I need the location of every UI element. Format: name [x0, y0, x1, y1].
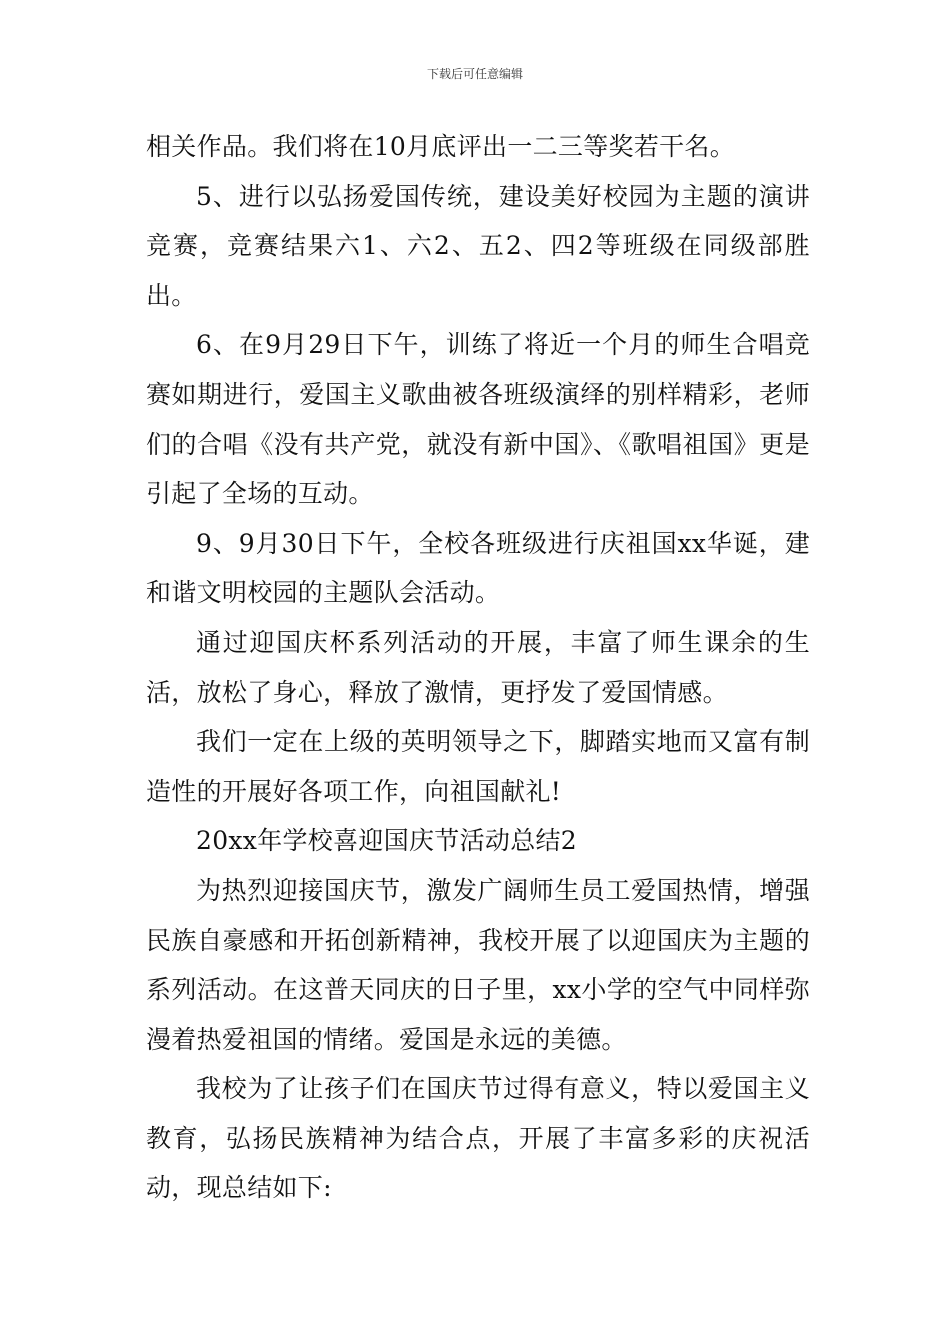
section-heading: 20xx年学校喜迎国庆节活动总结2 — [196, 826, 578, 856]
paragraph-4: 9、9月30日下午，全校各班级进行庆祖国xx华诞，建和谐文明校园的主题队会活动。 — [146, 528, 810, 608]
paragraph-6: 我们一定在上级的英明领导之下，脚踏实地而又富有制造性的开展好各项工作，向祖国献礼! — [146, 727, 810, 806]
header-note: 下载后可任意编辑 — [426, 67, 523, 81]
paragraph-3: 6、在9月29日下午，训练了将近一个月的师生合唱竞赛如期进行，爱国主义歌曲被各班级演绎的别样精彩，老师们的合唱《没有共产党，就没有新中国》、《歌唱祖国》更是引起了全场的互动。 — [146, 330, 810, 509]
document-body — [146, 122, 810, 1213]
paragraph-5: 通过迎国庆杯系列活动的开展，丰富了师生课余的生活，放松了身心，释放了激情，更抒发了爱国情感。 — [146, 627, 810, 707]
paragraph-8: 我校为了让孩子们在国庆节过得有意义，特以爱国主义教育，弘扬民族精神为结合点，开展了丰富多彩的庆祝活动，现总结如下: — [146, 1074, 810, 1203]
paragraph-7: 为热烈迎接国庆节，激发广阔师生员工爱国热情，增强民族自豪感和开拓创新精神，我校开展了以迎国庆为主题的系列活动。在这普天同庆的日子里，xx小学的空气中同样弥漫着热爱祖国的情绪。爱国是永远的美德。 — [146, 875, 810, 1054]
paragraph-1: 相关作品。我们将在10月底评出一二三等奖若干名。 — [146, 132, 736, 161]
paragraph-2: 5、进行以弘扬爱国传统，建设美好校园为主题的演讲竞赛，竞赛结果六1、六2、五2、四2等班级在同级部胜出。 — [146, 181, 810, 310]
